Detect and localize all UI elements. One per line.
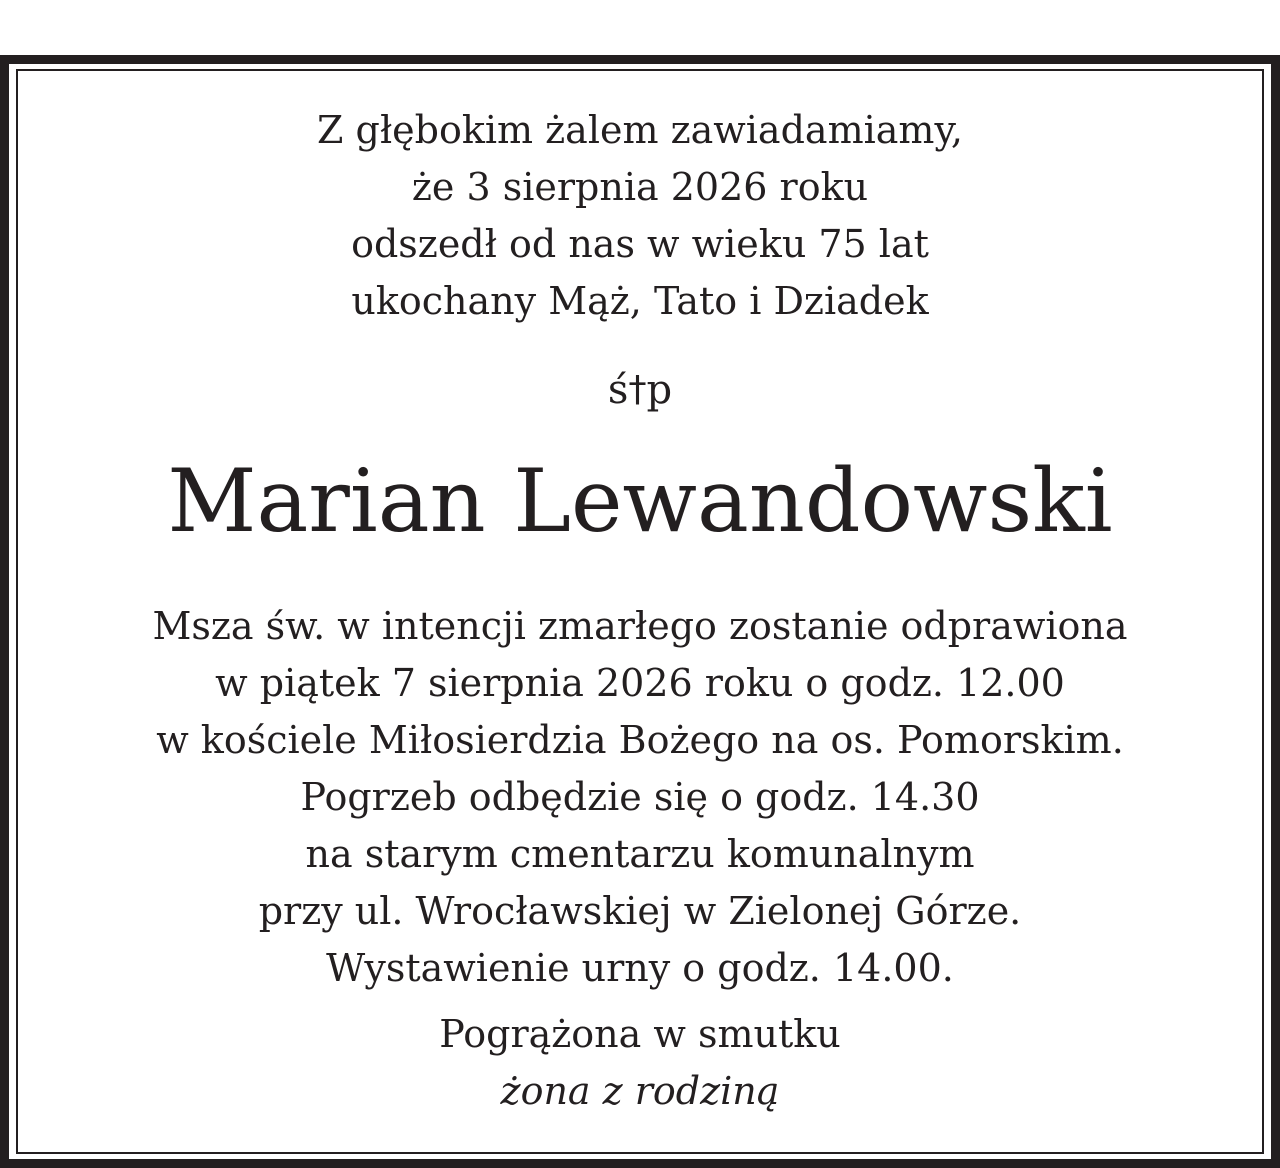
intro-line: odszedł od nas w wieku 75 lat xyxy=(351,222,929,266)
cross-icon: † xyxy=(628,369,647,410)
funeral-details xyxy=(0,598,1280,997)
signature: żona z rodziną xyxy=(500,1069,780,1113)
intro-line: Z głębokim żalem zawiadamiamy, xyxy=(317,108,963,152)
details-line: w piątek 7 sierpnia 2026 roku o godz. 12.00 xyxy=(215,661,1065,705)
stp-letter-p: p xyxy=(646,367,673,413)
stp-abbreviation xyxy=(0,362,1280,418)
details-line: w kościele Miłosierdzia Bożego na os. Pomorskim. xyxy=(156,718,1124,762)
details-line: Pogrzeb odbędzie się o godz. 14.30 xyxy=(300,775,980,819)
details-line: na starym cmentarzu komunalnym xyxy=(305,832,975,876)
details-line: Wystawienie urny o godz. 14.00. xyxy=(326,946,954,990)
stp-letter-s: ś xyxy=(607,367,629,413)
closing-block xyxy=(0,1006,1280,1120)
closing-line: Pogrążona w smutku xyxy=(439,1012,841,1056)
announcement-intro xyxy=(0,102,1280,330)
deceased-name: Marian Lewandowski xyxy=(167,450,1113,552)
intro-line: że 3 sierpnia 2026 roku xyxy=(411,165,869,209)
intro-line: ukochany Mąż, Tato i Dziadek xyxy=(351,279,929,323)
details-line: Msza św. w intencji zmarłego zostanie odprawiona xyxy=(152,604,1128,648)
details-line: przy ul. Wrocławskiej w Zielonej Górze. xyxy=(258,889,1022,933)
